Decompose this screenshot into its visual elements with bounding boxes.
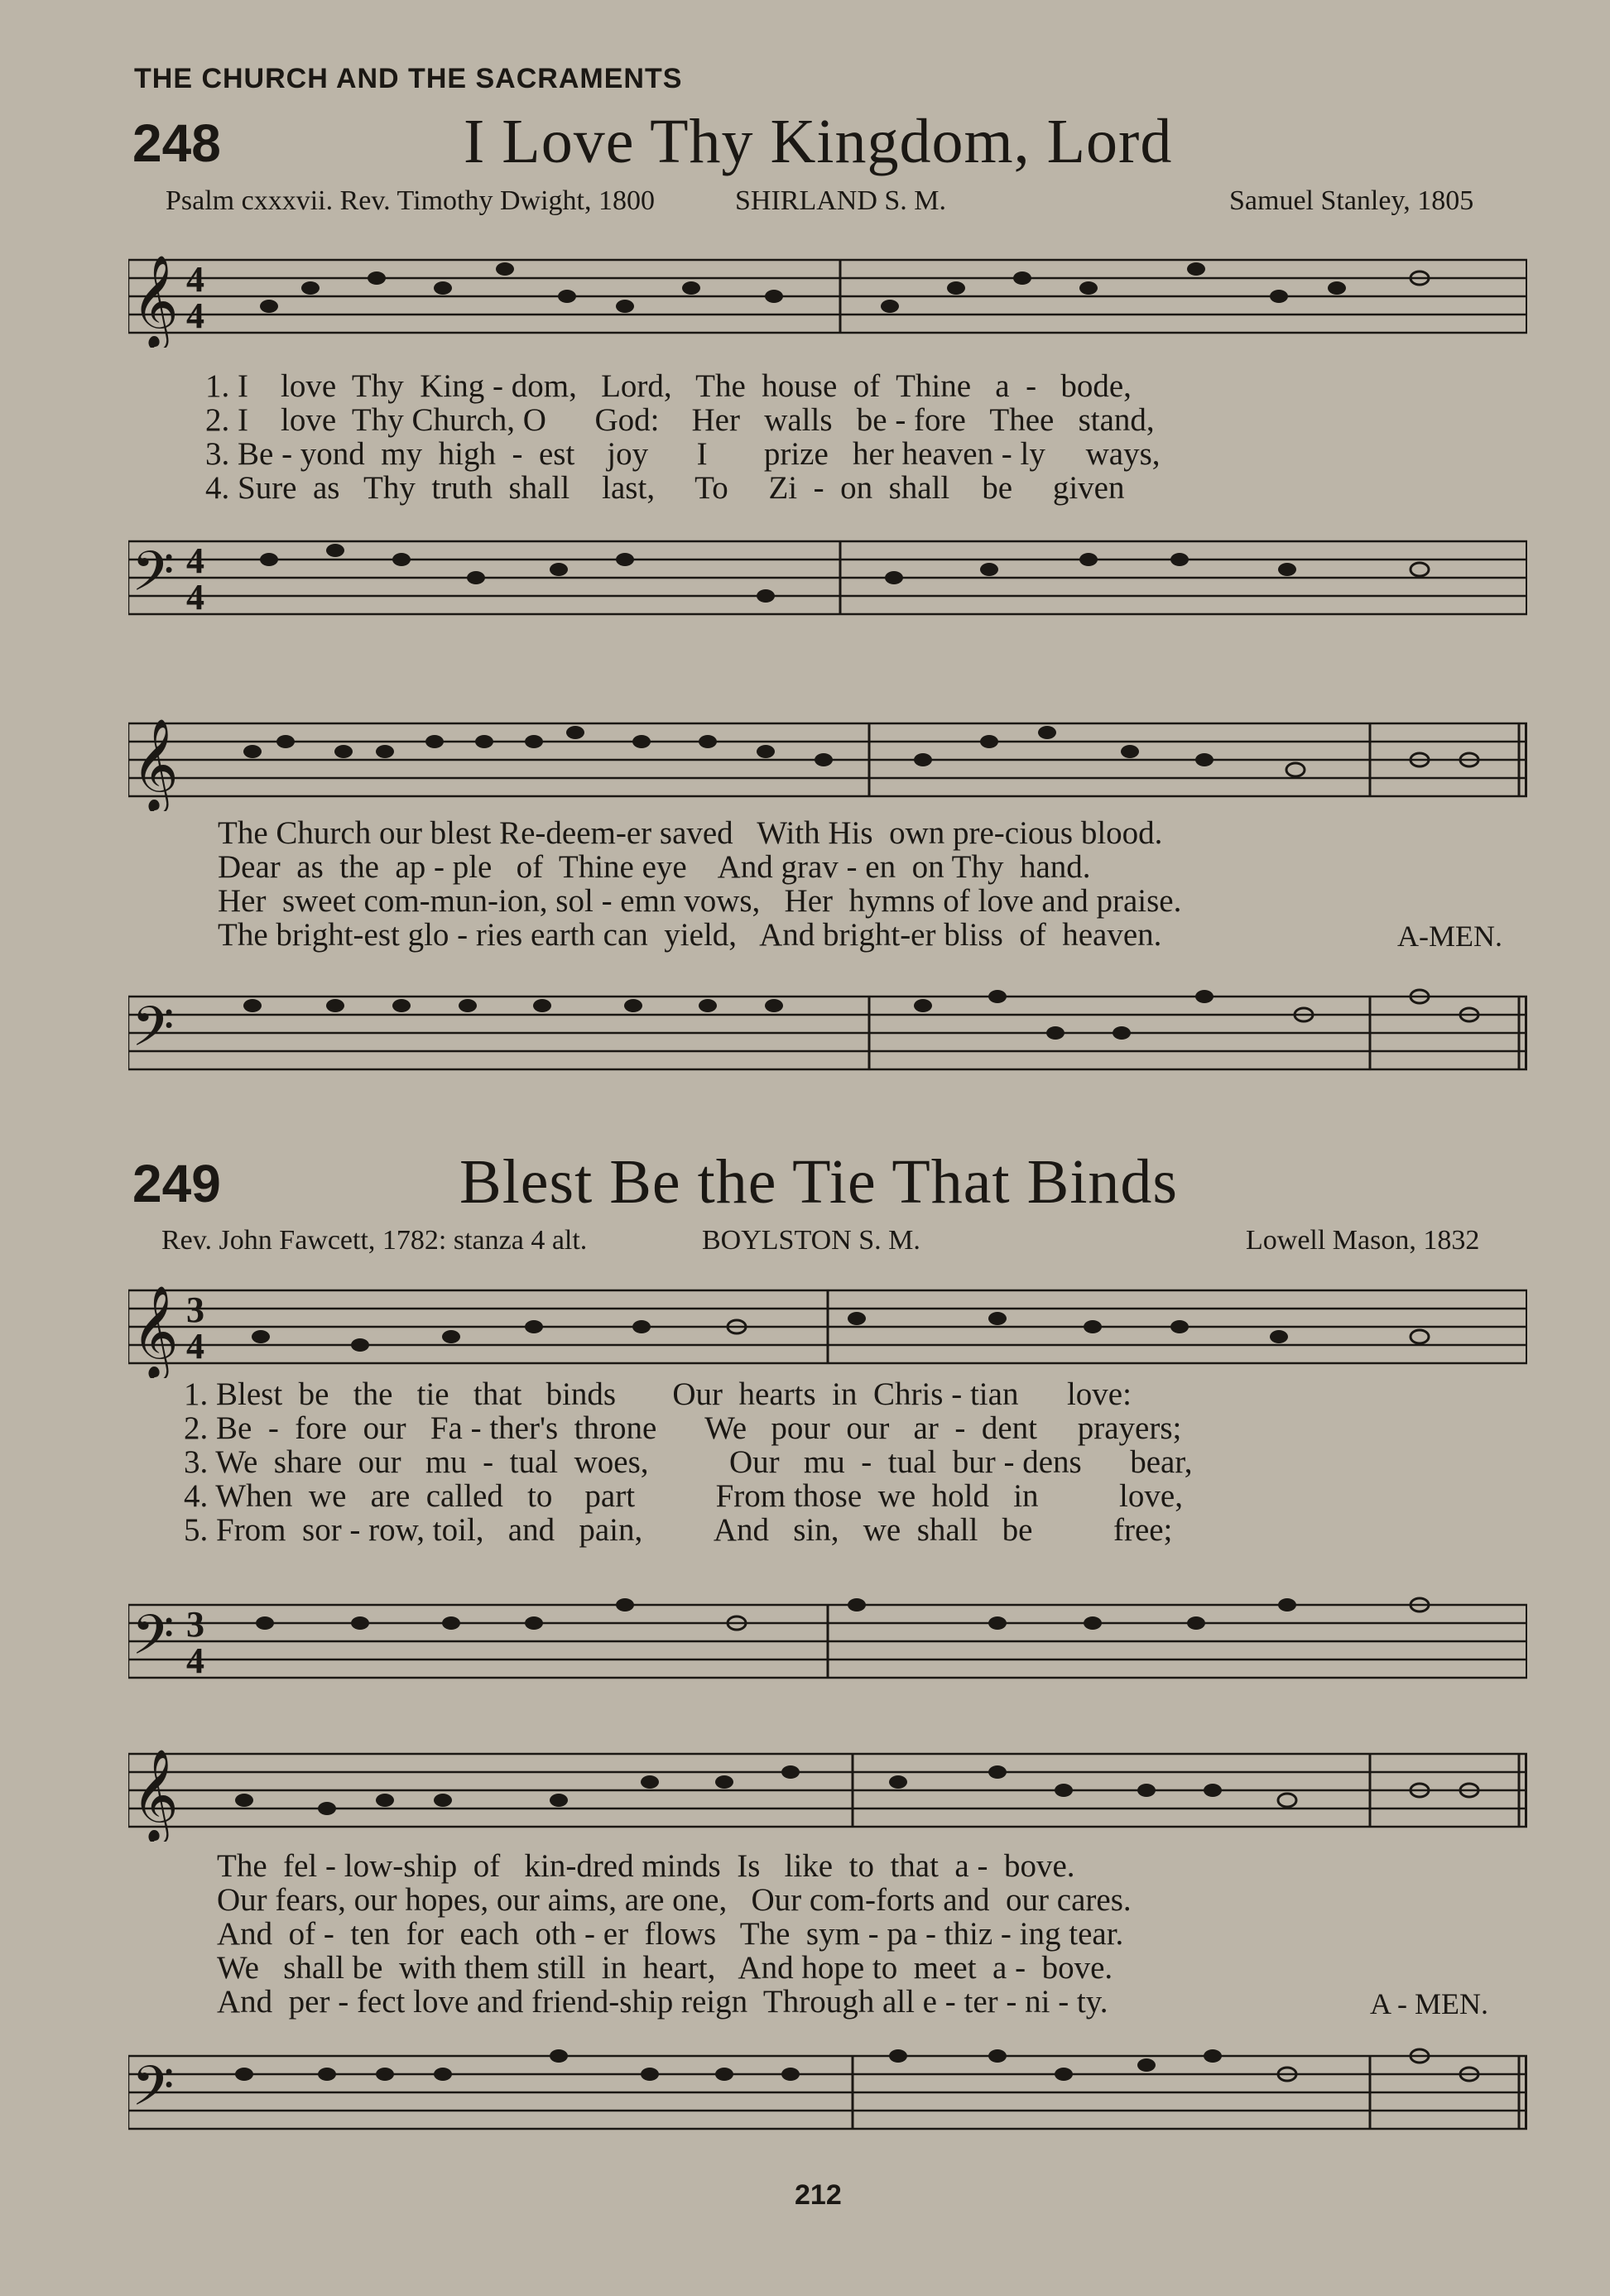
verse-line: 3. We share our mu - tual woes, Our mu - tual bur - dens bear, [184, 1444, 1193, 1480]
svg-text:3: 3 [186, 1290, 204, 1330]
hymn-249-verses-part2 [217, 1849, 1132, 2019]
hymn-248-treble-staff-1 [128, 248, 1527, 348]
verse-line: The Church our blest Re-deem-er saved With His own pre-cious blood. [218, 815, 1163, 851]
hymn-249-bass-staff-2 [128, 2044, 1527, 2144]
verse-line: 4. Sure as Thy truth shall last, To Zi - on shall be given [205, 470, 1125, 506]
verse-line: Her sweet com-mun-ion, sol - emn vows, Her hymns of love and praise. [218, 883, 1182, 919]
verse-line: We shall be with them still in heart, And hope to meet a - bove. [217, 1950, 1113, 1986]
verse-line: 2. I love Thy Church, O God: Her walls be - fore Thee stand, [205, 402, 1155, 438]
verse-line: 3. Be - yond my high - est joy I prize her heaven - ly ways, [205, 436, 1161, 472]
hymn-248-treble-staff-2 [128, 712, 1527, 811]
verse-line: The bright-est glo - ries earth can yield, And bright-er bliss of heaven. [218, 917, 1162, 953]
verse-line: Dear as the ap - ple of Thine eye And grav - en on Thy hand. [218, 849, 1091, 885]
hymn-249-text-source: Rev. John Fawcett, 1782: stanza 4 alt. [161, 1225, 588, 1256]
hymn-249-composer: Lowell Mason, 1832 [1246, 1225, 1480, 1256]
verse-line: 4. When we are called to part From those we hold in love, [184, 1478, 1183, 1514]
svg-text:𝄞: 𝄞 [132, 1285, 179, 1377]
hymn-248-verses-part2 [218, 816, 1181, 952]
verse-line: And per - fect love and friend-ship reign Through all e - ter - ni - ty. [217, 1984, 1108, 2020]
hymn-248-bass-staff-1 [128, 530, 1527, 629]
hymn-249-number: 249 [132, 1154, 221, 1213]
svg-text:𝄢: 𝄢 [132, 540, 175, 617]
svg-text:4: 4 [186, 1326, 204, 1367]
verse-line: The fel - low-ship of kin-dred minds Is like to that a - bove. [217, 1848, 1075, 1884]
hymn-248-composer: Samuel Stanley, 1805 [1229, 185, 1474, 216]
verse-line: 1. I love Thy King - dom, Lord, The house of Thine a - bode, [205, 368, 1132, 404]
verse-line: Our fears, our hopes, our aims, are one, Our com-forts and our cares. [217, 1882, 1132, 1918]
svg-text:4: 4 [186, 259, 204, 300]
hymn-249-title: Blest Be the Tie That Binds [459, 1147, 1179, 1217]
hymn-249-verses-part1 [184, 1377, 1192, 1547]
verse-line: And of - ten for each oth - er flows The sym - pa - thiz - ing tear. [217, 1916, 1124, 1952]
svg-text:4: 4 [186, 540, 204, 581]
svg-text:4: 4 [186, 1640, 204, 1681]
svg-text:4: 4 [186, 295, 204, 336]
hymn-248-amen: A-MEN. [1397, 920, 1502, 953]
hymn-248-number: 248 [132, 113, 221, 173]
hymn-248-text-source: Psalm cxxxvii. Rev. Timothy Dwight, 1800 [166, 185, 655, 216]
verse-line: 5. From sor - row, toil, and pain, And sin, we shall be free; [184, 1512, 1173, 1548]
hymn-249-bass-staff-1 [128, 1593, 1527, 1693]
hymn-248-title: I Love Thy Kingdom, Lord [464, 107, 1173, 176]
verse-line: 1. Blest be the tie that binds Our hearts in Chris - tian love: [184, 1376, 1132, 1412]
hymn-249-treble-staff-1 [128, 1279, 1527, 1378]
verse-line: 2. Be - fore our Fa - ther's throne We pour our ar - dent prayers; [184, 1410, 1182, 1446]
svg-text:𝄢: 𝄢 [132, 2054, 175, 2131]
hymn-249-treble-staff-2 [128, 1742, 1527, 1842]
hymn-248-verses-part1 [205, 369, 1161, 505]
hymn-249-amen: A - MEN. [1370, 1987, 1488, 2020]
section-title: THE CHURCH AND THE SACRAMENTS [134, 63, 683, 94]
svg-text:𝄞: 𝄞 [132, 1748, 179, 1841]
svg-text:𝄢: 𝄢 [132, 1603, 175, 1680]
page-number: 212 [795, 2179, 842, 2211]
svg-text:3: 3 [186, 1604, 204, 1645]
svg-text:𝄢: 𝄢 [132, 995, 175, 1072]
hymn-249-tune: BOYLSTON S. M. [702, 1225, 920, 1256]
svg-text:𝄞: 𝄞 [132, 718, 179, 810]
svg-text:4: 4 [186, 577, 204, 617]
svg-text:𝄞: 𝄞 [132, 254, 179, 347]
hymn-248-bass-staff-2 [128, 985, 1527, 1084]
hymn-248-tune: SHIRLAND S. M. [735, 185, 947, 216]
